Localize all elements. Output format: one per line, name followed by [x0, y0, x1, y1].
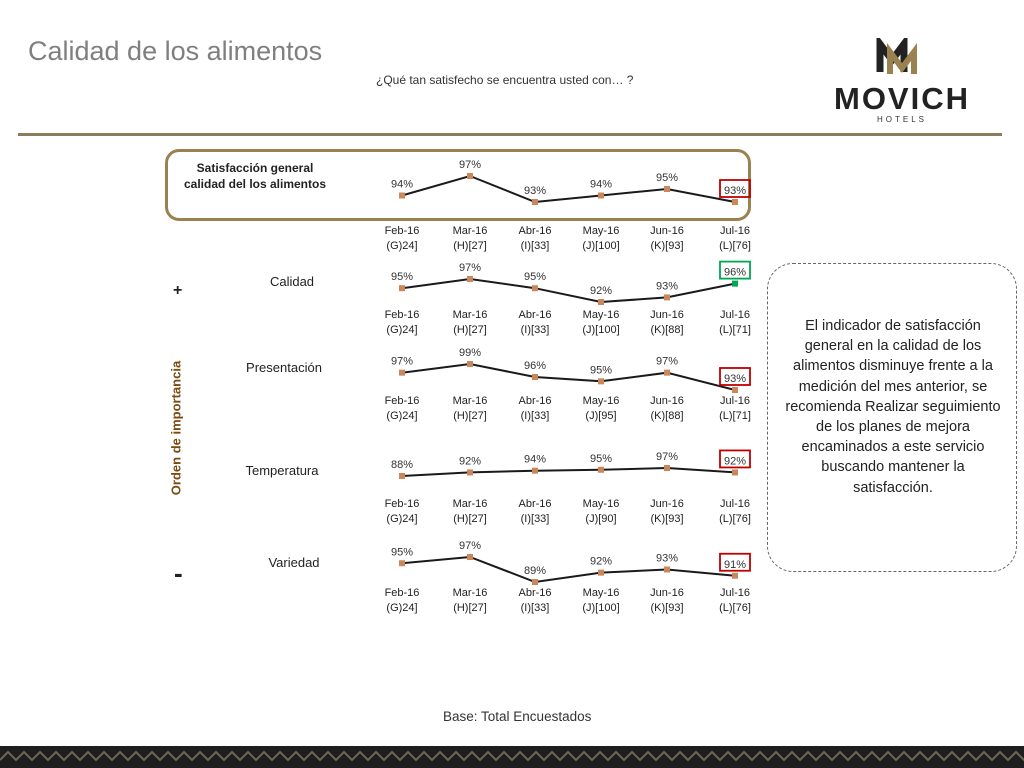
row-label-calidad: Calidad — [269, 274, 315, 289]
line-chart-4 — [385, 540, 751, 614]
x-tick-label: May-16 — [582, 395, 620, 407]
x-base-label: (J)[100] — [582, 324, 620, 336]
x-tick-label: May-16 — [582, 309, 620, 321]
data-point — [732, 199, 738, 205]
line-chart-3 — [385, 450, 751, 525]
x-tick-label: Mar-16 — [452, 309, 488, 321]
x-tick-label: Jul-16 — [720, 587, 750, 599]
series-line — [402, 364, 735, 390]
data-point — [399, 560, 405, 566]
data-label: 95% — [655, 172, 679, 184]
data-label: 92% — [589, 285, 613, 297]
data-point — [598, 570, 604, 576]
data-point — [399, 193, 405, 199]
data-label: 95% — [589, 452, 613, 465]
data-point — [664, 567, 670, 573]
x-tick-label: May-16 — [582, 498, 620, 510]
x-base-label: (L)[76] — [719, 240, 751, 252]
x-base-label: (K)[93] — [650, 602, 684, 614]
data-point — [399, 370, 405, 376]
logo-subtitle: HOTELS — [876, 115, 927, 124]
x-base-label: (I)[33] — [520, 513, 550, 525]
x-base-label: (I)[33] — [520, 410, 550, 422]
data-label: 93% — [723, 373, 747, 385]
x-base-label: (L)[71] — [719, 410, 751, 422]
recommendation-text: El indicador de satisfacción general en la calidad de los alimentos disminuye frente a la medición del mes anterior, se recomienda Realizar seguimiento de los planes de mejora encaminados a este servicio buscando mantener la satisfacción. — [785, 318, 1001, 496]
data-point — [467, 361, 473, 367]
data-label: 94% — [589, 178, 613, 191]
x-base-label: (J)[95] — [585, 410, 617, 422]
data-label: 93% — [655, 552, 679, 565]
x-tick-label: Jul-16 — [720, 225, 750, 237]
data-label: 92% — [723, 455, 747, 468]
importance-axis-label: Orden de importancia — [168, 360, 184, 496]
data-point — [532, 374, 538, 380]
data-point — [467, 554, 473, 560]
x-tick-label: Mar-16 — [452, 395, 488, 407]
footer-pattern — [0, 746, 1024, 768]
row-label-variedad: Variedad — [268, 555, 320, 570]
x-base-label: (K)[88] — [650, 324, 684, 336]
x-base-label: (G)24] — [386, 324, 418, 336]
x-tick-label: Jun-16 — [650, 395, 684, 407]
data-point — [732, 573, 738, 579]
x-base-label: (H)[27] — [453, 513, 487, 525]
data-label: 95% — [523, 271, 547, 284]
x-base-label: (I)[33] — [520, 324, 550, 336]
data-label: 93% — [655, 280, 679, 293]
x-base-label: (J)[90] — [585, 513, 617, 525]
data-label: 97% — [458, 262, 482, 274]
x-tick-label: Feb-16 — [384, 395, 420, 407]
x-tick-label: May-16 — [582, 587, 620, 599]
data-label: 95% — [589, 364, 613, 377]
data-label: 99% — [458, 347, 482, 359]
x-base-label: (G)24] — [386, 410, 418, 422]
data-point — [664, 294, 670, 300]
data-point — [532, 285, 538, 291]
data-label: 94% — [390, 178, 414, 191]
row-label-temperatura: Temperatura — [245, 463, 319, 478]
data-label: 88% — [390, 459, 414, 471]
data-point — [598, 378, 604, 384]
x-base-label: (J)[100] — [582, 240, 620, 252]
data-point — [467, 469, 473, 475]
x-tick-label: Mar-16 — [452, 498, 488, 510]
data-point — [664, 186, 670, 192]
data-point — [732, 469, 738, 475]
x-tick-label: Jul-16 — [720, 395, 750, 407]
series-line — [402, 557, 735, 582]
line-chart-1 — [385, 262, 751, 336]
data-point — [732, 281, 738, 287]
x-tick-label: May-16 — [582, 225, 620, 237]
data-point — [399, 285, 405, 291]
line-chart-0 — [385, 159, 751, 252]
x-base-label: (H)[27] — [453, 240, 487, 252]
data-label: 96% — [723, 266, 747, 279]
data-label: 91% — [723, 558, 747, 571]
data-label: 92% — [458, 455, 482, 468]
x-base-label: (J)[100] — [582, 602, 620, 614]
x-base-label: (K)[88] — [650, 410, 684, 422]
data-point — [732, 387, 738, 393]
row-label-presentacion: Presentación — [246, 360, 322, 375]
x-base-label: (G)24] — [386, 240, 418, 252]
data-label: 89% — [523, 565, 547, 577]
minus-sign: - — [174, 558, 183, 588]
x-base-label: (G)24] — [386, 602, 418, 614]
slide-title: Calidad de los alimentos — [28, 36, 323, 66]
slide-subtitle: ¿Qué tan satisfecho se encuentra usted con… ? — [376, 73, 634, 87]
x-base-label: (I)[33] — [520, 240, 550, 252]
data-point — [467, 276, 473, 282]
x-base-label: (K)[93] — [650, 240, 684, 252]
logo-wordmark: MOVICH — [834, 81, 970, 116]
data-label: 92% — [589, 555, 613, 568]
line-chart-2 — [385, 347, 751, 422]
x-base-label: (H)[27] — [453, 324, 487, 336]
data-point — [532, 468, 538, 474]
data-label: 93% — [523, 185, 547, 197]
x-tick-label: Jun-16 — [650, 309, 684, 321]
data-label: 97% — [458, 159, 482, 171]
x-tick-label: Feb-16 — [384, 498, 420, 510]
x-tick-label: Abr-16 — [518, 587, 552, 599]
x-tick-label: Abr-16 — [518, 395, 552, 407]
x-tick-label: Abr-16 — [518, 225, 552, 237]
x-base-label: (L)[71] — [719, 324, 751, 336]
x-tick-label: Jun-16 — [650, 498, 684, 510]
data-label: 95% — [390, 546, 414, 559]
data-label: 95% — [390, 271, 414, 284]
data-point — [598, 193, 604, 199]
data-label: 97% — [458, 540, 482, 552]
x-tick-label: Abr-16 — [518, 498, 552, 510]
data-label: 97% — [655, 355, 679, 368]
plus-sign: + — [173, 282, 183, 299]
x-tick-label: Feb-16 — [384, 309, 420, 321]
x-tick-label: Jun-16 — [650, 587, 684, 599]
x-base-label: (H)[27] — [453, 410, 487, 422]
data-label: 97% — [655, 451, 679, 463]
x-base-label: (L)[76] — [719, 513, 751, 525]
data-point — [467, 173, 473, 179]
data-point — [664, 370, 670, 376]
data-point — [664, 465, 670, 471]
x-base-label: (K)[93] — [650, 513, 684, 525]
x-tick-label: Jul-16 — [720, 498, 750, 510]
series-line — [402, 279, 735, 302]
x-base-label: (G)24] — [386, 513, 418, 525]
chart-title-general: Satisfacción general calidad del los alimentos — [183, 161, 327, 191]
x-tick-label: Feb-16 — [384, 225, 420, 237]
x-tick-label: Jul-16 — [720, 309, 750, 321]
data-point — [598, 299, 604, 305]
x-tick-label: Mar-16 — [452, 225, 488, 237]
data-point — [532, 579, 538, 585]
x-tick-label: Jun-16 — [650, 225, 684, 237]
x-base-label: (H)[27] — [453, 602, 487, 614]
x-base-label: (L)[76] — [719, 602, 751, 614]
series-line — [402, 468, 735, 476]
x-tick-label: Mar-16 — [452, 587, 488, 599]
series-line — [402, 176, 735, 202]
x-base-label: (I)[33] — [520, 602, 550, 614]
data-label: 96% — [523, 360, 547, 372]
data-label: 93% — [723, 185, 747, 197]
data-point — [598, 467, 604, 473]
x-tick-label: Abr-16 — [518, 309, 552, 321]
base-note: Base: Total Encuestados — [443, 709, 592, 724]
data-label: 97% — [390, 355, 414, 368]
footer-background — [0, 746, 1024, 768]
x-tick-label: Feb-16 — [384, 587, 420, 599]
data-point — [399, 473, 405, 479]
data-label: 94% — [523, 453, 547, 466]
data-point — [532, 199, 538, 205]
